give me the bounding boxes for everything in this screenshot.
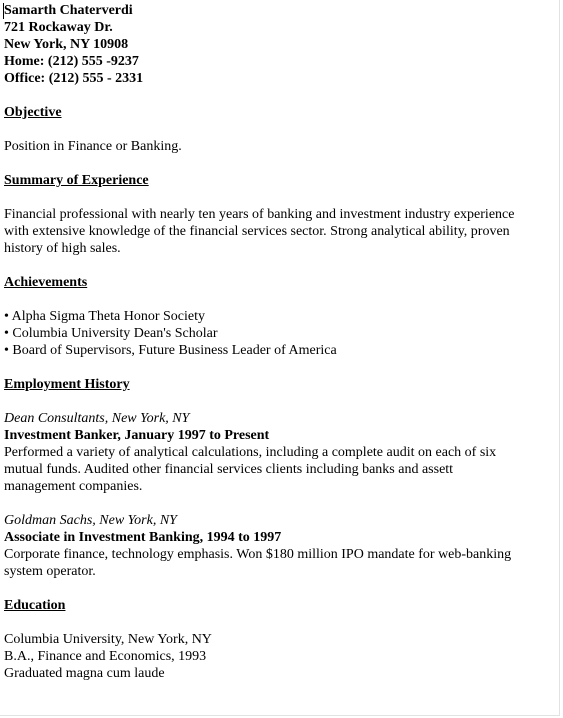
job-description-line: management companies. bbox=[4, 479, 143, 494]
summary-line: history of high sales. bbox=[4, 241, 121, 256]
bullet-icon: • bbox=[4, 309, 9, 324]
summary-section bbox=[4, 172, 554, 257]
job-entry bbox=[4, 410, 554, 495]
employment-heading: Employment History bbox=[4, 377, 130, 392]
achievement-item: • Board of Supervisors, Future Business Leader of America bbox=[4, 343, 337, 358]
job-description-line: Corporate finance, technology emphasis. Won $180 million IPO mandate for web-banking bbox=[4, 547, 512, 562]
achievement-item: • Columbia University Dean's Scholar bbox=[4, 326, 218, 341]
bullet-icon: • bbox=[4, 326, 9, 341]
job-entry bbox=[4, 512, 554, 580]
achievements-heading: Achievements bbox=[4, 275, 88, 290]
employer: Goldman Sachs, New York, NY bbox=[4, 513, 177, 528]
street-address: 721 Rockaway Dr. bbox=[4, 20, 113, 35]
summary-line: with extensive knowledge of the financial services sector. Strong analytical ability, proven bbox=[4, 224, 510, 239]
employment-section bbox=[4, 376, 554, 580]
education-line: Columbia University, New York, NY bbox=[4, 632, 212, 647]
applicant-name: Samarth Chaterverdi bbox=[4, 3, 133, 18]
objective-heading: Objective bbox=[4, 105, 62, 120]
job-description-line: mutual funds. Audited other financial services clients including banks and assett bbox=[4, 462, 454, 477]
home-phone: Home: (212) 555 -9237 bbox=[4, 54, 139, 69]
achievements-section bbox=[4, 274, 554, 359]
job-title: Associate in Investment Banking, 1994 to 1997 bbox=[4, 530, 282, 545]
education-line: Graduated magna cum laude bbox=[4, 666, 165, 681]
contact-block bbox=[4, 2, 554, 87]
education-line: B.A., Finance and Economics, 1993 bbox=[4, 649, 207, 664]
employer: Dean Consultants, New York, NY bbox=[4, 411, 190, 426]
summary-heading: Summary of Experience bbox=[4, 173, 149, 188]
resume-document[interactable] bbox=[4, 2, 554, 682]
summary-line: Financial professional with nearly ten years of banking and investment industry experience bbox=[4, 207, 515, 222]
office-phone: Office: (212) 555 - 2331 bbox=[4, 71, 144, 86]
objective-section bbox=[4, 104, 554, 155]
job-title: Investment Banker, January 1997 to Present bbox=[4, 428, 270, 443]
achievement-item: • Alpha Sigma Theta Honor Society bbox=[4, 309, 206, 324]
job-description-line: system operator. bbox=[4, 564, 96, 579]
objective-text: Position in Finance or Banking. bbox=[4, 139, 182, 154]
bullet-icon: • bbox=[4, 343, 9, 358]
job-description-line: Performed a variety of analytical calculations, including a complete audit on each of six bbox=[4, 445, 497, 460]
education-heading: Education bbox=[4, 598, 66, 613]
education-section bbox=[4, 597, 554, 682]
city-state-zip: New York, NY 10908 bbox=[4, 37, 129, 52]
